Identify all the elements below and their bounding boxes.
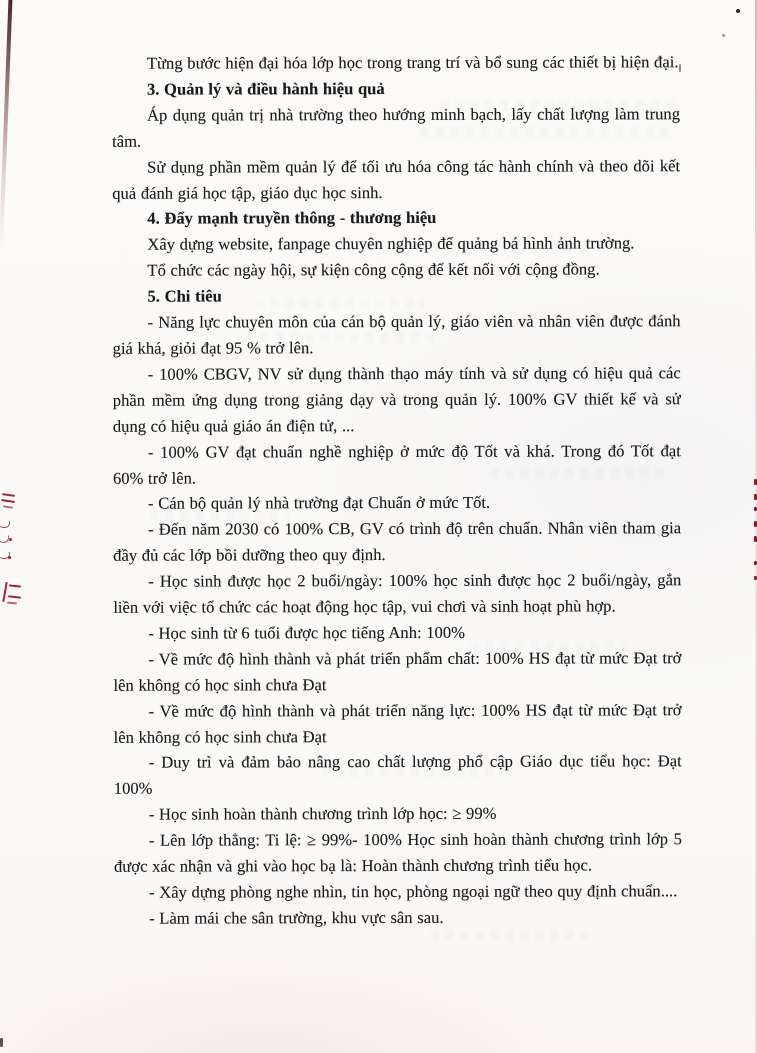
paragraph: Từng bước hiện đại hóa lớp học trong trang trí và bổ sung các thiết bị hiện đại. bbox=[146, 52, 679, 73]
paragraph: Sử dụng phần mềm quản lý để tối ưu hóa công tác hành chính và theo dõi kết quả đánh giá học tập, giáo dục học sinh. bbox=[112, 155, 681, 203]
paragraph: - Học sinh từ 6 tuổi được học tiếng Anh: 100% bbox=[148, 622, 465, 643]
paragraph: - Học sinh được học 2 buổi/ngày: 100% học sinh được học 2 buổi/ngày, gắn liền với việc tổ chức các hoạt động học tập, vui chơi và sinh hoạt phù hợp. bbox=[113, 570, 682, 617]
scan-speck bbox=[0, 1038, 3, 1047]
paragraph: - Học sinh hoàn thành chương trình lớp học: ≥ 99% bbox=[148, 804, 497, 824]
section-heading: 4. Đẩy mạnh truyền thông - thương hiệu bbox=[147, 208, 437, 229]
section-heading: 5. Chi tiêu bbox=[147, 286, 222, 306]
paragraph: - Làm mái che sân trường, khu vực sân sau. bbox=[149, 907, 444, 928]
red-ink-mark bbox=[8, 595, 21, 598]
paragraph: - Xây dựng phòng nghe nhìn, tin học, phòng ngoại ngữ theo quy định chuẩn.... bbox=[149, 881, 678, 902]
paragraph: - 100% GV đạt chuẩn nghề nghiệp ở mức độ Tốt và khá. Trong đó Tốt đạt 60% trở lên. bbox=[112, 440, 681, 488]
scan-speck bbox=[722, 34, 725, 37]
paragraph: - Đến năm 2030 có 100% CB, GV có trình độ trên chuẩn. Nhân viên tham gia đầy đủ các lớp bồi dưỡng theo quy định. bbox=[113, 518, 682, 565]
red-ink-mark bbox=[2, 493, 15, 497]
red-ink-mark bbox=[3, 505, 13, 508]
paragraph: - 100% CBGV, NV sử dụng thành thạo máy tính và sử dụng có hiệu quả các phần mềm ứng dụng trong giảng dạy và trong quản lý. 100% GV thiết kế và sử dụng có hiệu quả giáo án điện tử, ... bbox=[112, 363, 681, 436]
paragraph: - Duy trì và đảm bảo nâng cao chất lượng phổ cập Giáo dục tiểu học: Đạt 100% bbox=[113, 751, 682, 799]
document-body bbox=[112, 49, 682, 931]
red-ink-handwriting-fragment bbox=[0, 517, 11, 530]
red-ink-mark bbox=[2, 582, 7, 602]
red-ink-dot bbox=[8, 556, 11, 559]
paragraph: - Lên lớp thẳng: Ti lệ: ≥ 99%- 100% Học sinh hoàn thành chương trình lớp 5 được xác nhận và ghi vào học bạ là: Hoàn thành chương trình tiểu học. bbox=[113, 829, 682, 876]
paragraph: - Cán bộ quản lý nhà trường đạt Chuẩn ở mức Tốt. bbox=[148, 493, 491, 514]
scan-speck bbox=[736, 9, 740, 13]
red-ink-mark bbox=[7, 601, 17, 604]
paragraph: Xây dựng website, fanpage chuyên nghiệp để quảng bá hình ảnh trường. bbox=[147, 233, 635, 254]
section-heading: 3. Quản lý và điều hành hiệu quả bbox=[146, 78, 385, 99]
scan-edge-shadow-left bbox=[0, 0, 13, 246]
paragraph: - Năng lực chuyên môn của cán bộ quản lý, giáo viên và nhân viên được đánh giá khá, giỏi đạt 95 % trở lên. bbox=[112, 311, 681, 358]
red-ink-mark bbox=[9, 584, 21, 587]
paragraph: Tổ chức các ngày hội, sự kiện công cộng để kết nối với cộng đồng. bbox=[147, 259, 600, 280]
paragraph: - Về mức độ hình thành và phát triển phẩm chất: 100% HS đạt từ mức Đạt trở lên không có học sinh chưa Đạt bbox=[113, 648, 682, 695]
red-ink-mark bbox=[1, 499, 15, 503]
paragraph: - Về mức độ hình thành và phát triển năng lực: 100% HS đạt từ mức Đạt trở lên không có học sinh chưa Đạt bbox=[113, 699, 682, 747]
bleed-through-ghost bbox=[430, 930, 590, 941]
paragraph: Áp dụng quản trị nhà trường theo hướng minh bạch, lấy chất lượng làm trung tâm. bbox=[112, 104, 681, 151]
red-ink-dot bbox=[9, 538, 12, 541]
